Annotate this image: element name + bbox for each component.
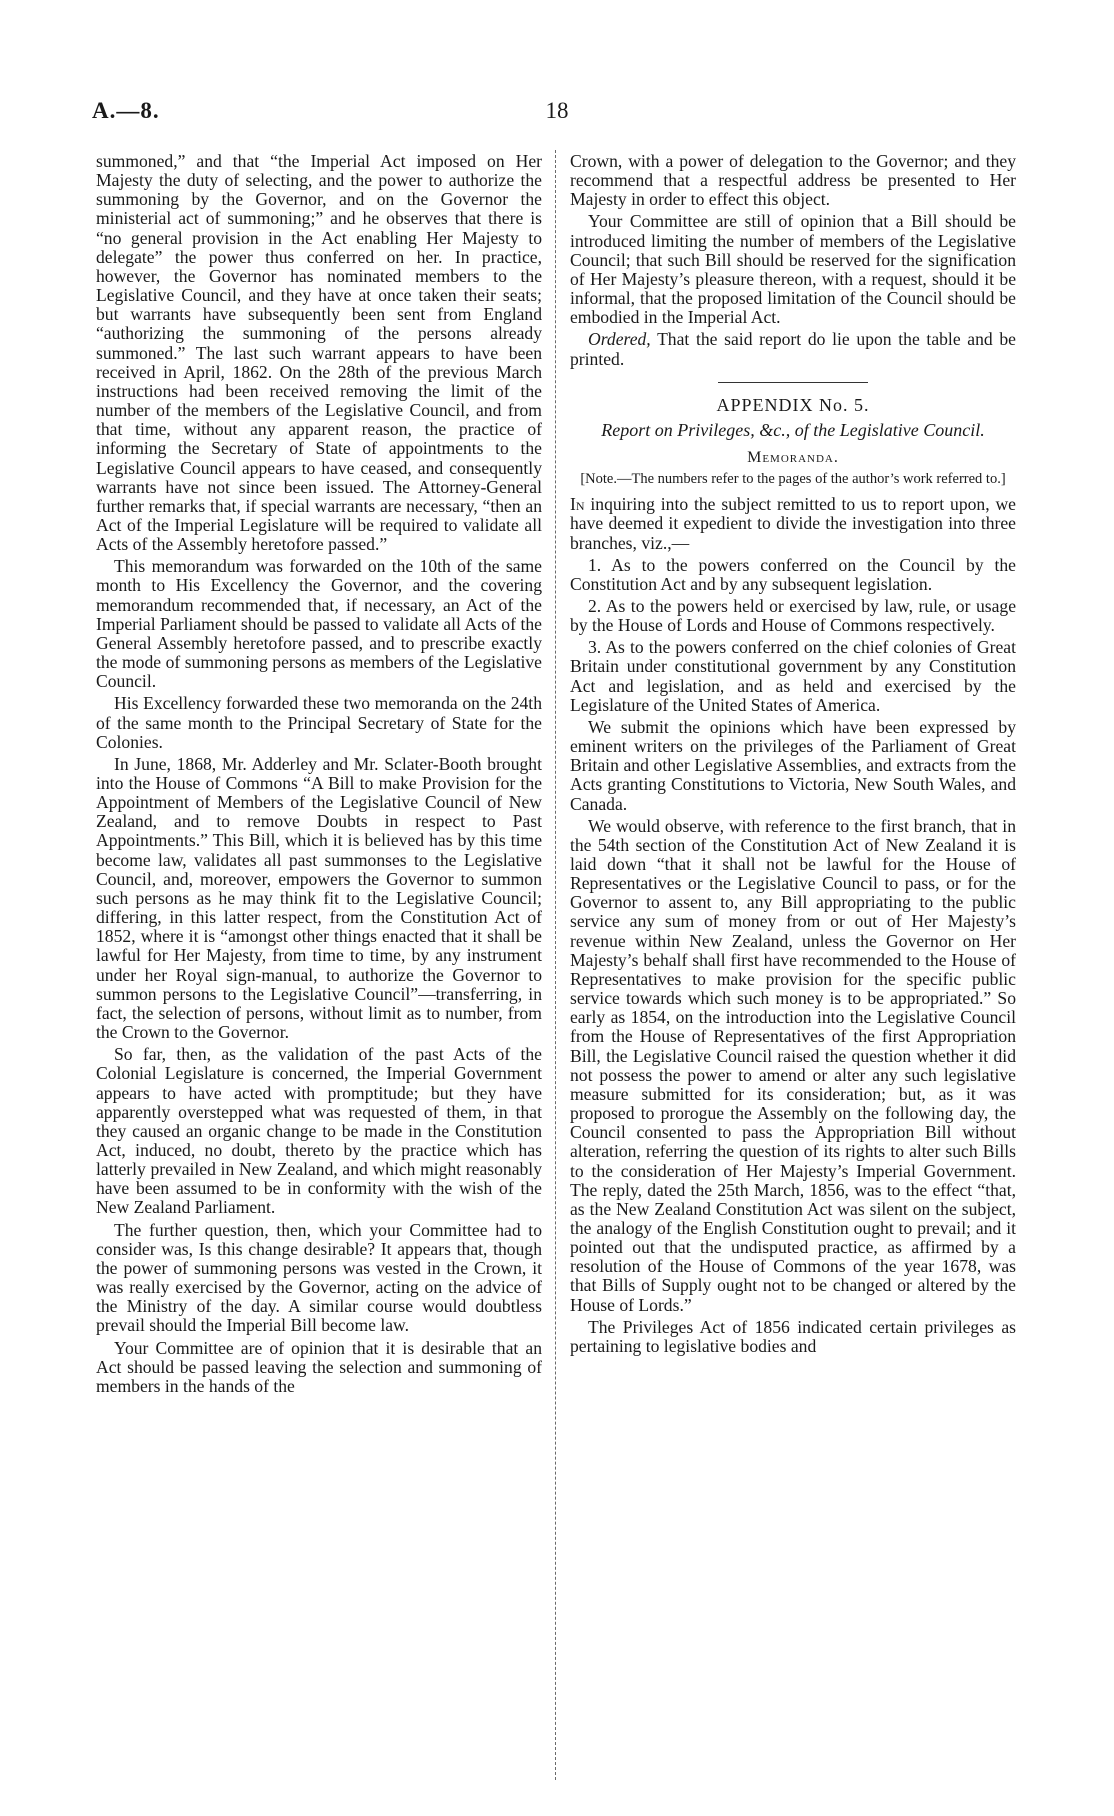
memorandum-heading: Memoranda.	[747, 449, 839, 467]
ordered-word: Ordered,	[588, 329, 651, 350]
paragraph: His Excellency forwarded these two memoranda on the 24th of the same month to the Principal Secretary of State for the Colonies.	[96, 693, 542, 752]
paragraph: In June, 1868, Mr. Adderley and Mr. Sclater-Booth brought into the House of Commons “A Bill to make Provision for the Appointment of Members of the Legislative Council of New Zealand, and to remove Doubts in respect to Past Appointments.” This Bill, which it is believed has by this time become law, validates all past summonses to the Legislative Council, and, moreover, empowers the Governor to summon such persons as he may think fit to the Legislative Council; differing, in this latter respect, from the Constitution Act of 1852, where it is “amongst other things enacted that it shall be lawful for Her Majesty, from time to time, by any instrument under her Royal sign-manual, to authorize the Governor to summon persons to the Legislative Council”—transferring, in fact, the selection of persons, without limit as to number, from the Crown to the Governor.	[96, 753, 542, 1043]
column-divider	[555, 150, 556, 1780]
page-number: 18	[545, 98, 569, 123]
paragraph: 3. As to the powers conferred on the chief colonies of Great Britain under constitutional government by any Constitution Act and legislation, and as held and exercised by the Legislature of the United States of America.	[570, 637, 1016, 715]
paragraph: 2. As to the powers held or exercised by law, rule, or usage by the House of Lords and House of Commons respectively.	[570, 595, 1016, 636]
paragraph: We submit the opinions which have been expressed by eminent writers on the privileges of the Parliament of Great Britain and other Legislative Assemblies, and extracts from the Acts granting Constitutions to Victoria, New South Wales, and Canada.	[570, 716, 1016, 814]
intro-text: inquiring into the subject remitted to us to report upon, we have deemed it expedient to divide the investigation into three branches, viz.,—	[570, 494, 1016, 553]
report-title: Report on Privileges, &c., of the Legislative Council.	[601, 419, 985, 440]
section-reference: A.—8.	[92, 98, 160, 123]
paragraph: This memorandum was forwarded on the 10th of the same month to His Excellency the Governor, and the covering memorandum recommended that, if necessary, an Act of the Imperial Parliament should be passed to validate all Acts of the General Assembly heretofore passed, and to prescribe exactly the mode of summoning persons as members of the Legislative Council.	[96, 556, 542, 692]
paragraph: The further question, then, which your Committee had to consider was, Is this change desirable? It appears that, though the power of summoning persons was vested in the Crown, it was really exercised by the Governor, acting on the advice of the Ministry of the day. A similar course would doubtless prevail should the Imperial Bill become law.	[96, 1219, 542, 1336]
ordered-text: That the said report do lie upon the table and be printed.	[570, 329, 1016, 369]
intro-first-word: In	[570, 494, 585, 515]
paragraph: 1. As to the powers conferred on the Council by the Constitution Act and by any subsequent legislation.	[570, 554, 1016, 594]
appendix-title: APPENDIX No. 5.	[716, 394, 870, 415]
section-separator	[718, 382, 868, 383]
editorial-note: [Note.—The numbers refer to the pages of the author’s work referred to.]	[580, 471, 1006, 488]
page-header	[92, 98, 1022, 128]
paragraph: So far, then, as the validation of the past Acts of the Colonial Legislature is concerned, the Imperial Government appears to have acted with promptitude; but they have apparently overstepped what was requested of them, in that they caused an organic change to be made in the Constitution Act, induced, no doubt, thereto by the practice which has latterly prevailed in New Zealand, and which might reasonably have been assumed to be in conformity with the wish of the New Zealand Parliament.	[96, 1044, 542, 1218]
paragraph: Your Committee are still of opinion that a Bill should be introduced limiting the number of members of the Legislative Council; that such Bill should be reserved for the signification of Her Majesty’s pleasure thereon, with a request, should it be informal, that the proposed limitation of the Council should be embodied in the Imperial Act.	[570, 211, 1016, 328]
ordered-paragraph	[570, 330, 1016, 368]
paragraph: summoned,” and that “the Imperial Act imposed on Her Majesty the duty of selecting, and the power to authorize the summoning by the Governor, and on the Governor the ministerial act of summoning;” and he observes that there is “no general provision in the Act enabling Her Majesty to delegate” the power thus conferred on her. In practice, however, the Governor has nominated members to the Legislative Council, and they have at once taken their seats; but warrants have subsequently been sent from England “authorizing the summoning of the persons already summoned.” The last such warrant appears to have been received in April, 1862. On the 28th of the previous March instructions had been received removing the limit of the number of the members of the Legislative Council, and from that time, without any apparent reason, the practice of informing the Secretary of State of appointments to the Legislative Council appears to have ceased, and consequently warrants have not since been issued. The Attorney-General further remarks that, if special warrants are necessary, “then an Act of the Imperial Legislature will be required to validate all Acts of the Assembly heretofore passed.”	[96, 151, 542, 555]
paragraph: Your Committee are of opinion that it is desirable that an Act should be passed leaving the selection and summoning of members in the hands of the	[96, 1337, 542, 1396]
paragraph: Crown, with a power of delegation to the Governor; and they recommend that a respectful address be presented to Her Majesty in order to effect this object.	[570, 151, 1016, 210]
right-column	[570, 152, 1016, 1359]
paragraph: The Privileges Act of 1856 indicated certain privileges as pertaining to legislative bodies and	[570, 1316, 1016, 1356]
intro-paragraph	[570, 495, 1016, 552]
left-column	[96, 152, 542, 1399]
paragraph: We would observe, with reference to the first branch, that in the 54th section of the Constitution Act of New Zealand it is laid down “that it shall not be lawful for the House of Representatives or the Legislative Council to pass, or for the Governor to assent to, any Bill appropriating to the public service any sum of money from or out of Her Majesty’s revenue within New Zealand, unless the Governor on Her Majesty’s behalf shall first have recommended to the House of Representatives to make provision for the specific public service towards which such money is to be appropriated.” So early as 1854, on the introduction into the Legislative Council from the House of Representatives of the first Appropriation Bill, the Legislative Council raised the question whether it did not possess the power to amend or alter any such legislative measure submitted for its consideration; but, as it was proposed to prorogue the Assembly on the following day, the Council consented to pass the Appropriation Bill without alteration, referring the question of its rights to alter such Bills to the consideration of Her Majesty’s Imperial Government. The reply, dated the 25th March, 1856, was to the effect “that, as the New Zealand Constitution Act was silent on the subject, the analogy of the English Constitution ought to prevail; and it pointed out that the undisputed practice, as affirmed by a resolution of the House of Commons of the year 1678, was that Bills of Supply ought not to be changed or altered by the House of Lords.”	[570, 815, 1016, 1315]
